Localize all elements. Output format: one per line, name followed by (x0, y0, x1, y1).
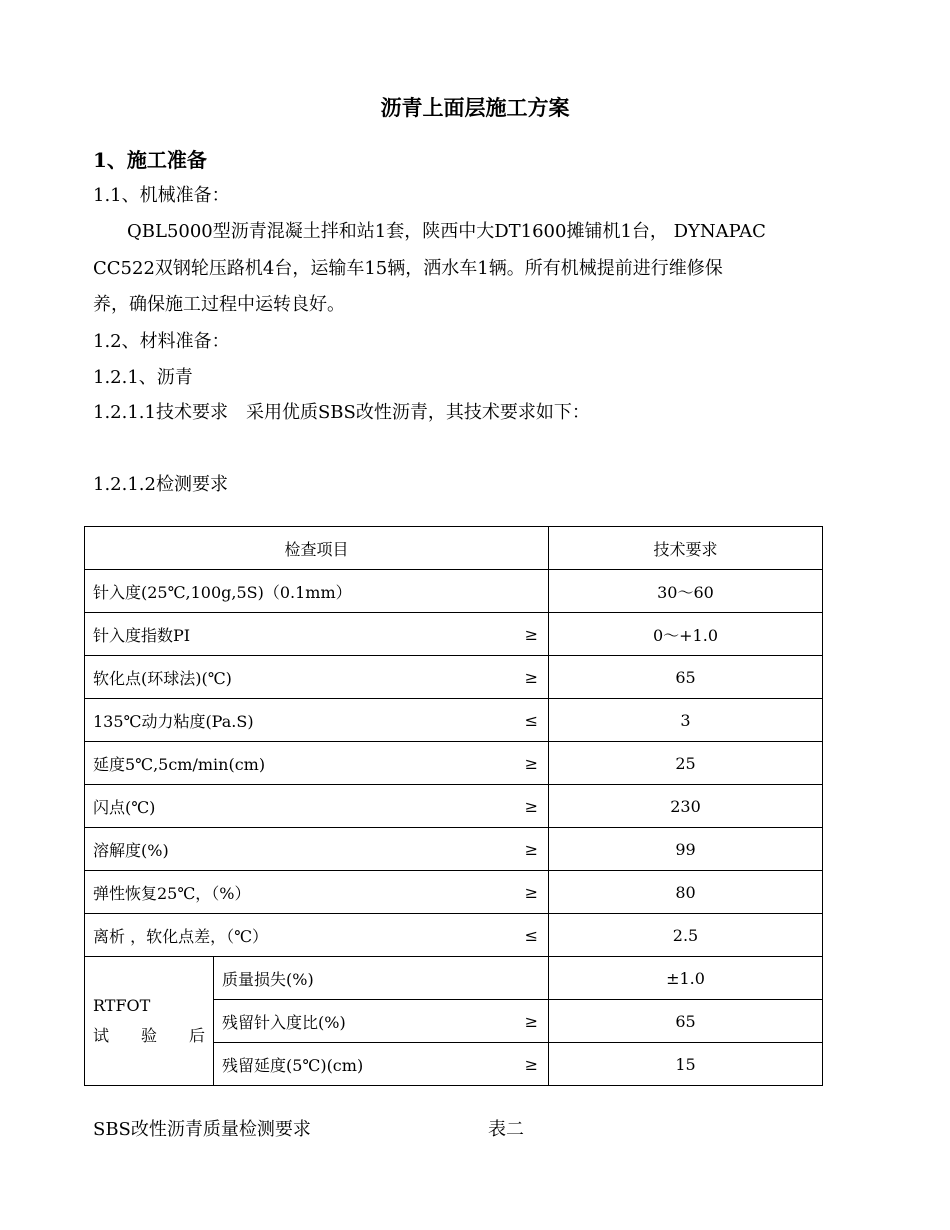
row-item: 质量损失(%) (222, 969, 314, 989)
table-caption: SBS改性沥青质量检测要求 (93, 1119, 311, 1140)
paragraph-line-1: QBL5000型沥青混凝土拌和站1套，陕西中大DT1600摊铺机1台， DYNAPAC (127, 221, 766, 242)
table-row (85, 914, 823, 957)
row-requirement: ±1.0 (549, 957, 823, 1000)
paragraph-line-3: 养，确保施工过程中运转良好。 (93, 294, 345, 315)
row-requirement: 99 (549, 828, 823, 871)
header-item: 检查项目 (85, 527, 549, 570)
row-symbol: ≥ (524, 667, 538, 687)
row-symbol: ≥ (524, 753, 538, 773)
row-item: 弹性恢复25℃，（%） (93, 883, 251, 903)
table-row (85, 828, 823, 871)
row-symbol: ≤ (524, 710, 538, 730)
row-item: 针入度(25℃,100g,5S)（0.1mm） (93, 582, 352, 602)
table-header-row (85, 527, 823, 570)
row-item: 针入度指数PI (93, 625, 191, 645)
section-1-2-1-1: 1.2.1.1技术要求 采用优质SBS改性沥青，其技术要求如下： (93, 402, 590, 423)
row-requirement: 15 (549, 1043, 823, 1086)
row-requirement: 230 (549, 785, 823, 828)
table-row (85, 742, 823, 785)
rtfot-group-label (85, 957, 214, 1086)
asphalt-spec-table (84, 526, 823, 1086)
table-number: 表二 (488, 1119, 524, 1140)
row-requirement: 25 (549, 742, 823, 785)
section-1-2: 1.2、材料准备： (93, 331, 230, 352)
row-item: 软化点(环球法)(℃) (93, 668, 232, 688)
rtfot-label-1: RTFOT (93, 996, 151, 1015)
row-requirement: 65 (549, 1000, 823, 1043)
header-requirement: 技术要求 (549, 527, 823, 570)
table-row (85, 871, 823, 914)
row-requirement: 3 (549, 699, 823, 742)
section-1-2-1-2: 1.2.1.2检测要求 (93, 474, 228, 495)
section-heading-1: 1、施工准备 (93, 148, 207, 172)
row-requirement: 2.5 (549, 914, 823, 957)
row-symbol: ≥ (524, 1054, 538, 1074)
table-row (85, 570, 823, 613)
row-item: 闪点(℃) (93, 797, 156, 817)
row-symbol: ≥ (524, 624, 538, 644)
section-1-2-1: 1.2.1、沥青 (93, 367, 193, 388)
table-row (85, 785, 823, 828)
table-row-rtfot (85, 957, 823, 1000)
row-requirement: 65 (549, 656, 823, 699)
row-item: 残留针入度比(%) (222, 1012, 346, 1032)
row-item: 溶解度(%) (93, 840, 169, 860)
row-item: 延度5℃,5cm/min(cm) (93, 754, 266, 774)
row-symbol: ≥ (524, 839, 538, 859)
section-1-1: 1.1、机械准备： (93, 185, 230, 206)
rtfot-label-2a: 试 (93, 1026, 110, 1045)
row-symbol: ≥ (524, 882, 538, 902)
row-item: 残留延度(5℃)(cm) (222, 1055, 364, 1075)
table-row (85, 613, 823, 656)
table-row (85, 699, 823, 742)
table-row (85, 656, 823, 699)
row-requirement: 0～+1.0 (549, 613, 823, 656)
row-requirement: 80 (549, 871, 823, 914)
row-symbol: ≥ (524, 1011, 538, 1031)
rtfot-label-2b: 验 (140, 1026, 157, 1045)
row-requirement: 30～60 (549, 570, 823, 613)
rtfot-label-2c: 后 (188, 1026, 205, 1045)
row-symbol: ≥ (524, 796, 538, 816)
document-title: 沥青上面层施工方案 (380, 95, 570, 120)
paragraph-line-2: CC522双钢轮压路机4台，运输车15辆，洒水车1辆。所有机械提前进行维修保 (93, 258, 723, 279)
row-item: 135℃动力粘度(Pa.S) (93, 711, 254, 731)
row-symbol: ≤ (524, 925, 538, 945)
row-item: 离析 ，软化点差，（℃） (93, 926, 268, 946)
